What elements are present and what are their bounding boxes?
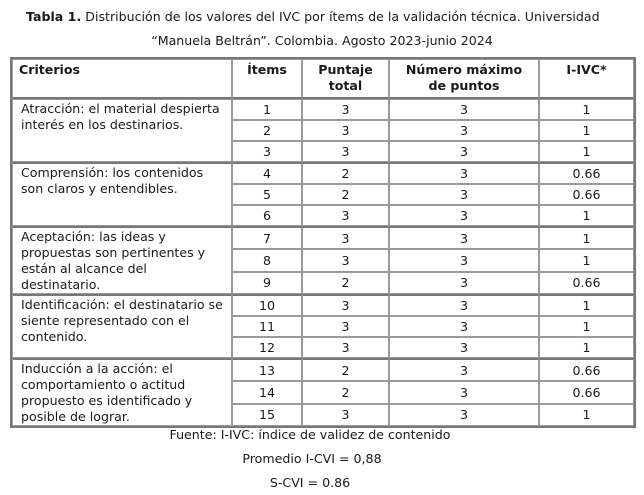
criterio-cell: Comprensión: los contenidos son claros y entendibles. xyxy=(12,162,232,226)
header-ivc: I-IVC* xyxy=(539,59,634,99)
ivc-cell: 1 xyxy=(539,120,634,141)
puntaje-cell: 3 xyxy=(302,249,389,271)
table-row xyxy=(12,358,634,381)
ivc-cell: 0.66 xyxy=(539,381,634,403)
table-caption-line1 xyxy=(26,8,636,26)
table-row xyxy=(12,226,634,249)
ivc-cell: 0.66 xyxy=(539,358,634,381)
puntaje-cell: 3 xyxy=(302,316,389,337)
scvi-value: S-CVI = 0.86 xyxy=(269,475,351,490)
puntaje-cell: 3 xyxy=(302,120,389,141)
table-label: Tabla 1. xyxy=(26,9,82,24)
item-cell: 15 xyxy=(232,404,302,426)
puntaje-cell: 2 xyxy=(302,381,389,403)
ivc-cell: 0.66 xyxy=(539,184,634,205)
ivc-cell: 1 xyxy=(539,404,634,426)
table-row xyxy=(12,294,634,316)
item-cell: 9 xyxy=(232,272,302,294)
maximo-cell: 3 xyxy=(389,316,539,337)
item-cell: 2 xyxy=(232,120,302,141)
header-criterios: Criterios xyxy=(12,59,232,99)
puntaje-cell: 3 xyxy=(302,141,389,162)
table-header-row xyxy=(12,59,634,99)
puntaje-cell: 3 xyxy=(302,337,389,358)
item-cell: 6 xyxy=(232,205,302,226)
item-cell: 12 xyxy=(232,337,302,358)
ivc-cell: 0.66 xyxy=(539,162,634,184)
puntaje-cell: 2 xyxy=(302,272,389,294)
promedio-icvi: Promedio I-CVI = 0,88 xyxy=(242,451,382,466)
ivc-cell: 1 xyxy=(539,249,634,271)
puntaje-cell: 3 xyxy=(302,226,389,249)
header-numero-maximo: Número máximo de puntos xyxy=(389,59,539,99)
item-cell: 3 xyxy=(232,141,302,162)
maximo-cell: 3 xyxy=(389,404,539,426)
header-puntaje-total: Puntaje total xyxy=(302,59,389,99)
table-row xyxy=(12,162,634,184)
table-body xyxy=(12,99,634,426)
table-caption-line2: “Manuela Beltrán”. Colombia. Agosto 2023-junio 2024 xyxy=(151,33,493,48)
item-cell: 10 xyxy=(232,294,302,316)
maximo-cell: 3 xyxy=(389,272,539,294)
item-cell: 14 xyxy=(232,381,302,403)
maximo-cell: 3 xyxy=(389,249,539,271)
ivc-cell: 1 xyxy=(539,205,634,226)
item-cell: 11 xyxy=(232,316,302,337)
ivc-cell: 1 xyxy=(539,316,634,337)
maximo-cell: 3 xyxy=(389,120,539,141)
ivc-table xyxy=(10,57,636,428)
maximo-cell: 3 xyxy=(389,294,539,316)
puntaje-cell: 3 xyxy=(302,404,389,426)
maximo-cell: 3 xyxy=(389,162,539,184)
source-note: Fuente: I-IVC: índice de validez de contenido xyxy=(169,427,451,442)
item-cell: 8 xyxy=(232,249,302,271)
maximo-cell: 3 xyxy=(389,337,539,358)
maximo-cell: 3 xyxy=(389,99,539,120)
puntaje-cell: 2 xyxy=(302,162,389,184)
header-items: Ítems xyxy=(232,59,302,99)
maximo-cell: 3 xyxy=(389,184,539,205)
item-cell: 13 xyxy=(232,358,302,381)
puntaje-cell: 2 xyxy=(302,184,389,205)
maximo-cell: 3 xyxy=(389,226,539,249)
table-row xyxy=(12,99,634,120)
maximo-cell: 3 xyxy=(389,358,539,381)
ivc-cell: 1 xyxy=(539,141,634,162)
ivc-cell: 1 xyxy=(539,226,634,249)
item-cell: 7 xyxy=(232,226,302,249)
criterio-cell: Aceptación: las ideas y propuestas son pertinentes y están al alcance del destinatario. xyxy=(12,226,232,294)
ivc-cell: 1 xyxy=(539,337,634,358)
table-caption-text: Distribución de los valores del IVC por ítems de la validación técnica. Universidad xyxy=(85,9,600,24)
criterio-cell: Inducción a la acción: el comportamiento o actitud propuesto es identificado y posible de lograr. xyxy=(12,358,232,426)
ivc-cell: 1 xyxy=(539,99,634,120)
criterio-cell: Identificación: el destinatario se siente representado con el contenido. xyxy=(12,294,232,358)
maximo-cell: 3 xyxy=(389,381,539,403)
ivc-cell: 0.66 xyxy=(539,272,634,294)
maximo-cell: 3 xyxy=(389,141,539,162)
puntaje-cell: 3 xyxy=(302,99,389,120)
item-cell: 1 xyxy=(232,99,302,120)
ivc-cell: 1 xyxy=(539,294,634,316)
puntaje-cell: 3 xyxy=(302,205,389,226)
item-cell: 5 xyxy=(232,184,302,205)
item-cell: 4 xyxy=(232,162,302,184)
maximo-cell: 3 xyxy=(389,205,539,226)
puntaje-cell: 2 xyxy=(302,358,389,381)
puntaje-cell: 3 xyxy=(302,294,389,316)
criterio-cell: Atracción: el material despierta interés en los destinarios. xyxy=(12,99,232,162)
